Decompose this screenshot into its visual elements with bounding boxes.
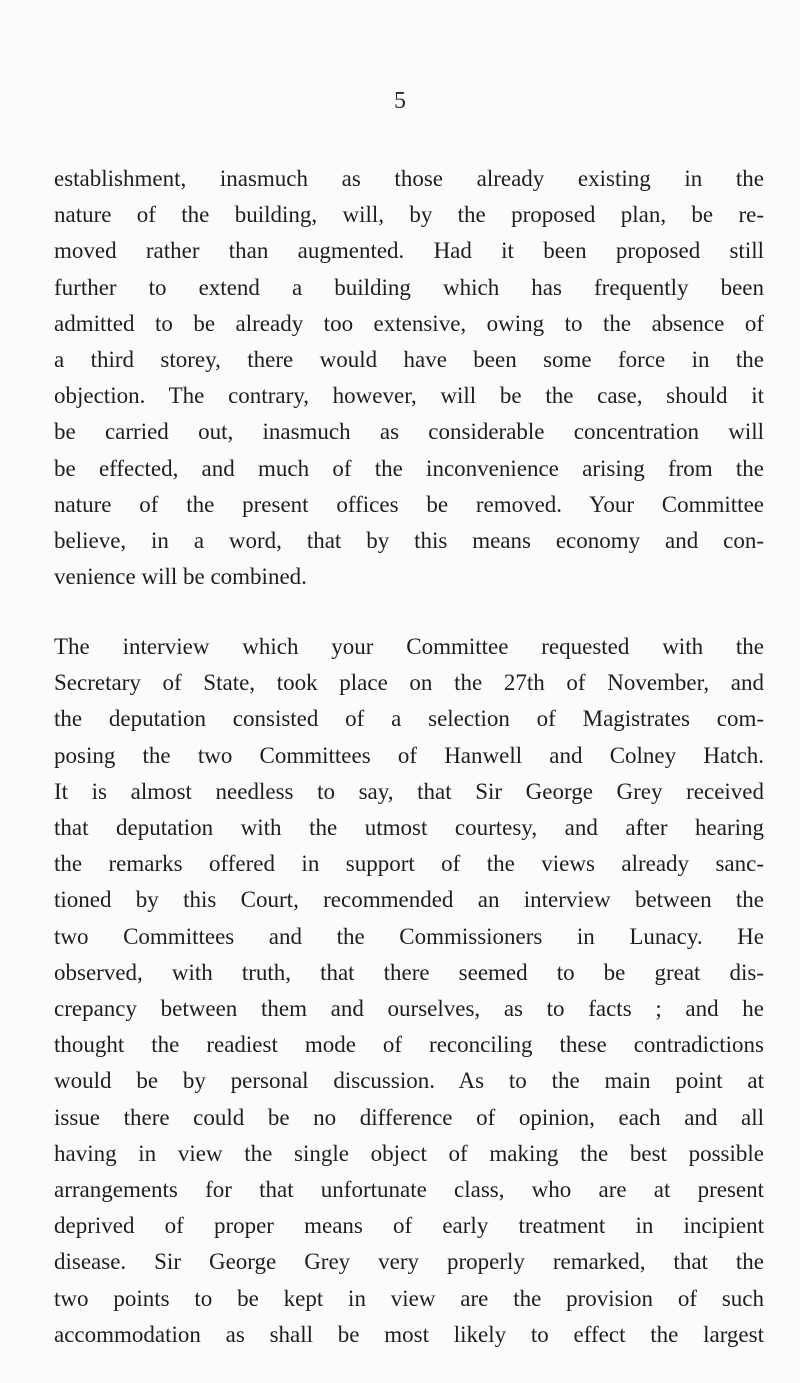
text-line: be effected, and much of the inconvenience arising from the	[54, 455, 764, 481]
text-line: would be by personal discussion. As to the main point at	[54, 1068, 764, 1094]
text-line: be carried out, inasmuch as considerable concentration will	[54, 419, 764, 445]
text-line: issue there could be no difference of opinion, each and all	[54, 1104, 764, 1130]
text-line: two points to be kept in view are the provision of such	[54, 1285, 764, 1311]
text-line: observed, with truth, that there seemed to be great dis-	[54, 959, 764, 985]
text-line: moved rather than augmented. Had it been proposed still	[54, 238, 764, 264]
text-line: venience will be combined.	[54, 564, 307, 590]
text-line: that deputation with the utmost courtesy, and after hearing	[54, 815, 764, 841]
text-line: a third storey, there would have been some force in the	[54, 347, 764, 373]
text-line: the deputation consisted of a selection of Magistrates com-	[54, 706, 764, 732]
text-line: nature of the building, will, by the proposed plan, be re-	[54, 202, 764, 228]
text-line: The interview which your Committee requested with the	[54, 634, 764, 659]
text-line: tioned by this Court, recommended an interview between the	[54, 887, 764, 913]
text-line: the remarks offered in support of the views already sanc-	[54, 851, 764, 877]
text-line: having in view the single object of making the best possible	[54, 1140, 764, 1166]
text-line: accommodation as shall be most likely to effect the largest	[54, 1321, 764, 1347]
text-line: believe, in a word, that by this means economy and con-	[54, 528, 764, 554]
text-line: arrangements for that unfortunate class, who are at present	[54, 1177, 764, 1203]
text-line: thought the readiest mode of reconciling these contradictions	[54, 1032, 764, 1058]
text-line: establishment, inasmuch as those already existing in the	[54, 166, 764, 191]
text-line: two Committees and the Commissioners in Lunacy. He	[54, 923, 764, 949]
text-line: disease. Sir George Grey very properly remarked, that the	[54, 1249, 764, 1275]
text-line: It is almost needless to say, that Sir George Grey received	[54, 778, 764, 804]
paragraph-2	[54, 629, 764, 1353]
text-line: crepancy between them and ourselves, as to facts ; and he	[54, 996, 764, 1022]
page-number: 5	[394, 88, 406, 114]
text-line: Secretary of State, took place on the 27th of November, and	[54, 670, 764, 696]
text-line: further to extend a building which has frequently been	[54, 274, 764, 300]
text-line: objection. The contrary, however, will be the case, should it	[54, 383, 764, 409]
paragraph-1	[54, 161, 764, 595]
text-line: posing the two Committees of Hanwell and Colney Hatch.	[54, 742, 764, 768]
text-line: admitted to be already too extensive, owing to the absence of	[54, 310, 764, 336]
text-line: deprived of proper means of early treatment in incipient	[54, 1213, 764, 1239]
text-line: nature of the present offices be removed. Your Committee	[54, 491, 764, 517]
